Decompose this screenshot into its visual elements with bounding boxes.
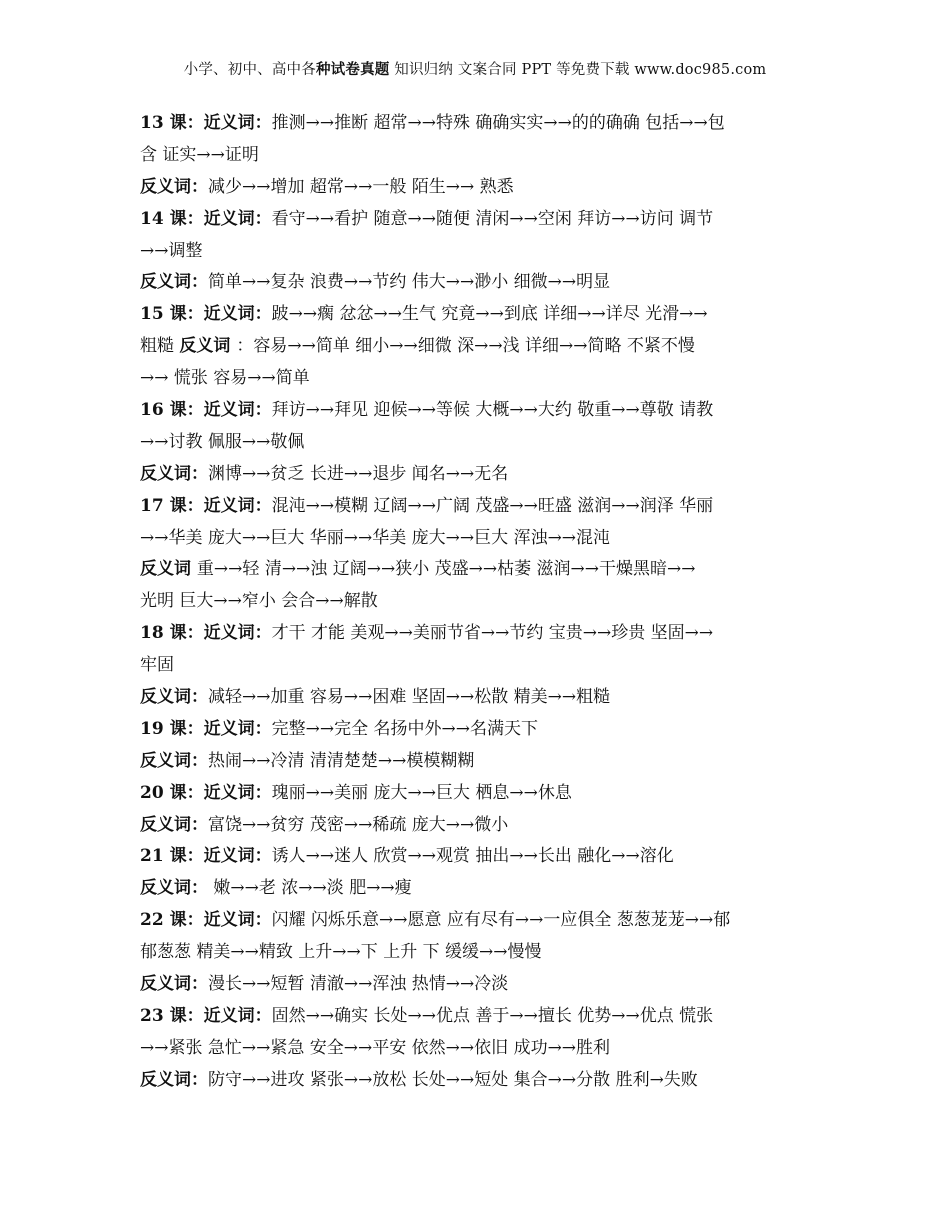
line-label: 反义词： [140, 1069, 208, 1090]
text-line [140, 236, 814, 268]
line-text: →→ 慌张 容易→→简单 [140, 368, 310, 389]
line-text: 才干 才能 美观→→美丽节省→→节约 宝贵→→珍贵 坚固→→ [271, 623, 714, 644]
text-line [140, 204, 814, 236]
text-line [140, 523, 814, 555]
line-label: 16 课：近义词： [140, 400, 272, 421]
text-line [140, 140, 814, 172]
text-line [140, 1033, 814, 1065]
line-label: 反义词： [140, 814, 208, 835]
line-text: 固然→→确实 长处→→优点 善于→→擅长 优势→→优点 慌张 [271, 1005, 714, 1026]
header-text-2: 种试卷真题 [315, 61, 390, 78]
text-line [140, 937, 814, 969]
line-label: 反义词： [140, 272, 208, 293]
line-text: 推测→→推断 超常→→特殊 确确实实→→的的确确 包括→→包 [271, 113, 725, 133]
line-text: →→调整 [140, 240, 203, 261]
line-label: 反义词： [140, 974, 208, 995]
text-line [140, 331, 814, 363]
line-label: 17 课：近义词： [140, 495, 272, 516]
line-label: 反义词： [140, 463, 208, 484]
line-text: 简单→→复杂 浪费→→节约 伟大→→渺小 细微→→明显 [208, 272, 611, 293]
text-line [140, 395, 814, 427]
text-line [140, 1001, 814, 1033]
text-line [140, 969, 814, 1001]
line-text: 富饶→→贫穷 茂密→→稀疏 庞大→→微小 [208, 814, 509, 835]
line-label: 反义词： [140, 878, 208, 899]
line-label: 22 课：近义词： [140, 910, 272, 931]
header-text-3: 知识归纳 文案合同 PPT 等免费下载 www.doc985.com [389, 62, 767, 78]
line-text: 郁葱葱 精美→→精致 上升→→下 上升 下 缓缓→→慢慢 [140, 942, 542, 963]
line-label: 20 课：近义词： [140, 782, 272, 803]
text-line [140, 108, 814, 140]
text-line [140, 873, 814, 905]
line-label: 15 课：近义词： [140, 304, 272, 325]
text-line [140, 172, 814, 204]
line-text: 光明 巨大→→窄小 会合→→解散 [140, 591, 378, 612]
text-line [140, 586, 814, 618]
line-label: 19 课：近义词： [140, 718, 272, 739]
line-text: 粗糙 [140, 336, 180, 357]
line-text: →→紧张 急忙→→紧急 安全→→平安 依然→→依旧 成功→→胜利 [140, 1037, 611, 1058]
text-line [140, 554, 814, 586]
line-text: 牢固 [140, 655, 174, 676]
line-text: 混沌→→模糊 辽阔→→广阔 茂盛→→旺盛 滋润→→润泽 华丽 [271, 495, 714, 516]
text-line [140, 363, 814, 395]
text-line [140, 905, 814, 937]
line-text: 渊博→→贫乏 长进→→退步 闻名→→无名 [208, 463, 509, 484]
text-line [140, 714, 814, 746]
line-text: 减少→→增加 超常→→一般 陌生→→ 熟悉 [208, 176, 514, 197]
text-line [140, 491, 814, 523]
line-label: 23 课：近义词： [140, 1005, 272, 1026]
text-line [140, 682, 814, 714]
header-text-1: 小学、初中、高中各 [183, 62, 316, 78]
line-text: 拜访→→拜见 迎候→→等候 大概→→大约 敬重→→尊敬 请教 [271, 400, 714, 421]
line-text: 减轻→→加重 容易→→困难 坚固→→松散 精美→→粗糙 [208, 687, 611, 708]
vocabulary-list [140, 108, 814, 1097]
line-label: 反义词 [140, 559, 197, 580]
line-label: 反义词： [140, 176, 208, 197]
line-text: 瑰丽→→美丽 庞大→→巨大 栖息→→休息 [271, 782, 572, 803]
line-text: 热闹→→冷清 清清楚楚→→模模糊糊 [208, 750, 475, 771]
text-line [140, 778, 814, 810]
page-header [0, 58, 950, 79]
line-text: 看守→→看护 随意→→随便 清闲→→空闲 拜访→→访问 调节 [271, 208, 714, 229]
text-line [140, 1065, 814, 1097]
line-label: 反义词： [140, 687, 208, 708]
text-line [140, 746, 814, 778]
text-line [140, 459, 814, 491]
line-label: 反义词 [179, 336, 237, 357]
line-text: 闪耀 闪烁乐意→→愿意 应有尽有→→一应俱全 葱葱茏茏→→郁 [271, 910, 731, 931]
line-text: 诱人→→迷人 欣赏→→观赏 抽出→→长出 融化→→溶化 [271, 846, 674, 867]
line-text: →→讨教 佩服→→敬佩 [140, 431, 305, 452]
text-line [140, 427, 814, 459]
line-label: 21 课：近义词： [140, 846, 272, 867]
line-text: 含 证实→→证明 [140, 144, 259, 165]
text-line [140, 299, 814, 331]
line-text: ：容易→→简单 细小→→细微 深→→浅 详细→→简略 不紧不慢 [236, 336, 695, 357]
line-text: 防守→→进攻 紧张→→放松 长处→→短处 集合→→分散 胜利→失败 [208, 1069, 698, 1090]
text-line [140, 618, 814, 650]
text-line [140, 267, 814, 299]
line-text: 完整→→完全 名扬中外→→名满天下 [271, 718, 538, 739]
text-line [140, 810, 814, 842]
text-line [140, 841, 814, 873]
line-text: 漫长→→短暂 清澈→→浑浊 热情→→冷淡 [208, 974, 509, 995]
line-text: 跛→→瘸 忿忿→→生气 究竟→→到底 详细→→详尽 光滑→→ [271, 304, 708, 325]
line-label: 18 课：近义词： [140, 623, 272, 644]
line-text: 嫩→→老 浓→→淡 肥→→瘦 [208, 878, 412, 899]
line-label: 14 课：近义词： [140, 208, 272, 229]
line-text: →→华美 庞大→→巨大 华丽→→华美 庞大→→巨大 浑浊→→混沌 [140, 527, 611, 548]
line-text: 重→→轻 清→→浊 辽阔→→狭小 茂盛→→枯萎 滋润→→干燥黑暗→→ [196, 559, 696, 580]
line-label: 反义词： [140, 750, 208, 771]
line-label: 13 课：近义词： [140, 113, 272, 133]
text-line [140, 650, 814, 682]
